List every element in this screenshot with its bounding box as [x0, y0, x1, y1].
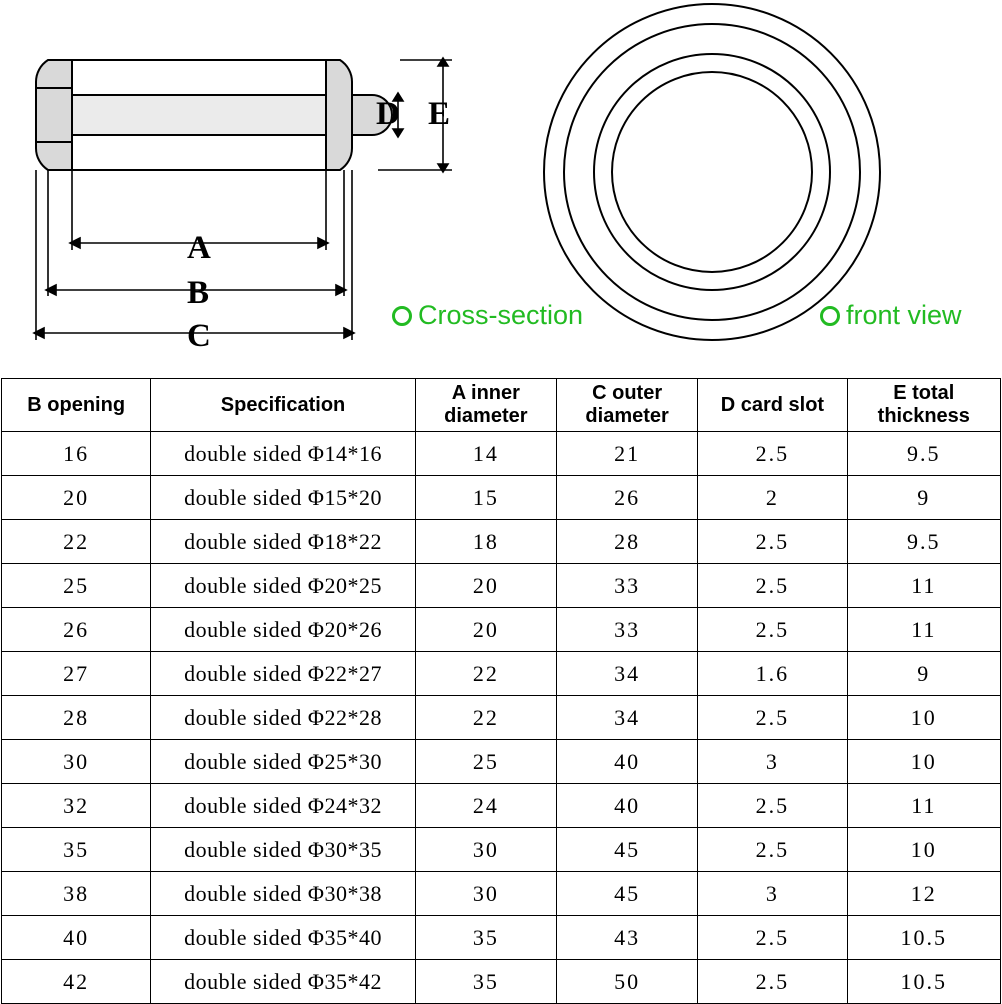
cell-b-opening: 22 — [2, 520, 151, 564]
cell-b-opening: 25 — [2, 564, 151, 608]
front-view-caption — [820, 300, 962, 331]
cell-a-inner: 35 — [415, 960, 556, 1004]
cell-e-total: 10.5 — [847, 960, 1000, 1004]
cell-b-opening: 26 — [2, 608, 151, 652]
cross-section-caption-text: Cross-section — [418, 300, 584, 330]
cell-c-outer: 34 — [556, 696, 697, 740]
cell-c-outer: 45 — [556, 872, 697, 916]
table-row — [2, 608, 1001, 652]
cell-b-opening: 32 — [2, 784, 151, 828]
cell-specification: double sided Φ22*27 — [151, 652, 415, 696]
cell-d-card-slot: 2.5 — [698, 520, 847, 564]
table-row — [2, 696, 1001, 740]
table-row — [2, 872, 1001, 916]
header-c-outer-diameter — [556, 379, 697, 432]
cell-a-inner: 20 — [415, 564, 556, 608]
cell-b-opening: 30 — [2, 740, 151, 784]
cell-b-opening: 28 — [2, 696, 151, 740]
bullet-ring-icon — [392, 306, 412, 326]
cell-e-total: 9 — [847, 476, 1000, 520]
cell-d-card-slot: 3 — [698, 740, 847, 784]
cell-c-outer: 43 — [556, 916, 697, 960]
table-row — [2, 740, 1001, 784]
header-b-opening — [2, 379, 151, 432]
cell-specification: double sided Φ14*16 — [151, 432, 415, 476]
cell-specification: double sided Φ30*35 — [151, 828, 415, 872]
dimension-label-b: B — [187, 275, 210, 311]
header-specification-line1: Specification — [220, 393, 346, 416]
cell-c-outer: 40 — [556, 784, 697, 828]
cell-a-inner: 22 — [415, 696, 556, 740]
cross-section-caption — [392, 300, 583, 331]
cell-d-card-slot: 2.5 — [698, 916, 847, 960]
cell-d-card-slot: 2.5 — [698, 432, 847, 476]
cell-a-inner: 30 — [415, 872, 556, 916]
header-a-line1: A inner — [451, 382, 520, 404]
specification-table — [1, 378, 1001, 1004]
cell-c-outer: 26 — [556, 476, 697, 520]
cell-e-total: 11 — [847, 608, 1000, 652]
cell-e-total: 9.5 — [847, 520, 1000, 564]
header-specification — [151, 379, 415, 432]
bullet-ring-icon — [820, 306, 840, 326]
cell-c-outer: 40 — [556, 740, 697, 784]
cell-e-total: 10.5 — [847, 916, 1000, 960]
cell-e-total: 10 — [847, 696, 1000, 740]
cell-specification: double sided Φ22*28 — [151, 696, 415, 740]
cell-d-card-slot: 2.5 — [698, 960, 847, 1004]
cell-d-card-slot: 1.6 — [698, 652, 847, 696]
cell-d-card-slot: 2.5 — [698, 564, 847, 608]
cell-c-outer: 45 — [556, 828, 697, 872]
cell-a-inner: 35 — [415, 916, 556, 960]
cell-d-card-slot: 2.5 — [698, 608, 847, 652]
dimension-label-a: A — [187, 230, 211, 266]
dimension-label-d: D — [376, 96, 400, 132]
table-body — [2, 432, 1001, 1004]
cell-a-inner: 14 — [415, 432, 556, 476]
cell-specification: double sided Φ18*22 — [151, 520, 415, 564]
cell-b-opening: 40 — [2, 916, 151, 960]
table-row — [2, 520, 1001, 564]
cell-b-opening: 38 — [2, 872, 151, 916]
table-row — [2, 960, 1001, 1004]
table-row — [2, 784, 1001, 828]
cell-b-opening: 20 — [2, 476, 151, 520]
cell-b-opening: 16 — [2, 432, 151, 476]
cell-c-outer: 50 — [556, 960, 697, 1004]
cell-a-inner: 20 — [415, 608, 556, 652]
cell-a-inner: 25 — [415, 740, 556, 784]
table-row — [2, 828, 1001, 872]
cell-specification: double sided Φ25*30 — [151, 740, 415, 784]
table-row — [2, 652, 1001, 696]
header-e-total-thickness — [847, 379, 1000, 432]
cell-e-total: 9.5 — [847, 432, 1000, 476]
cell-specification: double sided Φ15*20 — [151, 476, 415, 520]
cell-d-card-slot: 2.5 — [698, 696, 847, 740]
cell-e-total: 9 — [847, 652, 1000, 696]
cell-specification: double sided Φ35*42 — [151, 960, 415, 1004]
cell-specification: double sided Φ35*40 — [151, 916, 415, 960]
header-e-line1: E total — [893, 382, 955, 404]
cell-b-opening: 42 — [2, 960, 151, 1004]
header-d-card-slot — [698, 379, 847, 432]
header-a-inner-diameter — [415, 379, 556, 432]
cell-d-card-slot: 3 — [698, 872, 847, 916]
cell-c-outer: 34 — [556, 652, 697, 696]
header-a-line2: diameter — [444, 405, 528, 427]
table-row — [2, 564, 1001, 608]
cell-a-inner: 30 — [415, 828, 556, 872]
header-c-line1: C outer — [592, 382, 663, 404]
header-e-line2: thickness — [877, 405, 970, 427]
front-view-caption-text: front view — [846, 300, 962, 330]
cell-a-inner: 22 — [415, 652, 556, 696]
cell-specification: double sided Φ20*26 — [151, 608, 415, 652]
cell-specification: double sided Φ30*38 — [151, 872, 415, 916]
cell-e-total: 12 — [847, 872, 1000, 916]
header-b-opening-line1: B opening — [27, 393, 126, 416]
cell-c-outer: 33 — [556, 608, 697, 652]
diagram-area — [0, 0, 1002, 378]
table-row — [2, 916, 1001, 960]
cell-e-total: 11 — [847, 784, 1000, 828]
dimension-label-e: E — [428, 96, 451, 132]
cell-a-inner: 15 — [415, 476, 556, 520]
cell-b-opening: 27 — [2, 652, 151, 696]
cell-e-total: 10 — [847, 740, 1000, 784]
header-c-line2: diameter — [585, 405, 669, 427]
dimension-label-c: C — [187, 318, 211, 354]
table-row — [2, 476, 1001, 520]
cell-b-opening: 35 — [2, 828, 151, 872]
cell-d-card-slot: 2.5 — [698, 784, 847, 828]
table-header-row — [2, 379, 1001, 432]
cell-e-total: 10 — [847, 828, 1000, 872]
table-row — [2, 432, 1001, 476]
cell-a-inner: 24 — [415, 784, 556, 828]
cell-a-inner: 18 — [415, 520, 556, 564]
cell-d-card-slot: 2 — [698, 476, 847, 520]
cell-c-outer: 33 — [556, 564, 697, 608]
cell-c-outer: 21 — [556, 432, 697, 476]
cell-e-total: 11 — [847, 564, 1000, 608]
cell-d-card-slot: 2.5 — [698, 828, 847, 872]
header-d-line1: D card slot — [720, 393, 825, 416]
cell-c-outer: 28 — [556, 520, 697, 564]
cell-specification: double sided Φ20*25 — [151, 564, 415, 608]
cell-specification: double sided Φ24*32 — [151, 784, 415, 828]
